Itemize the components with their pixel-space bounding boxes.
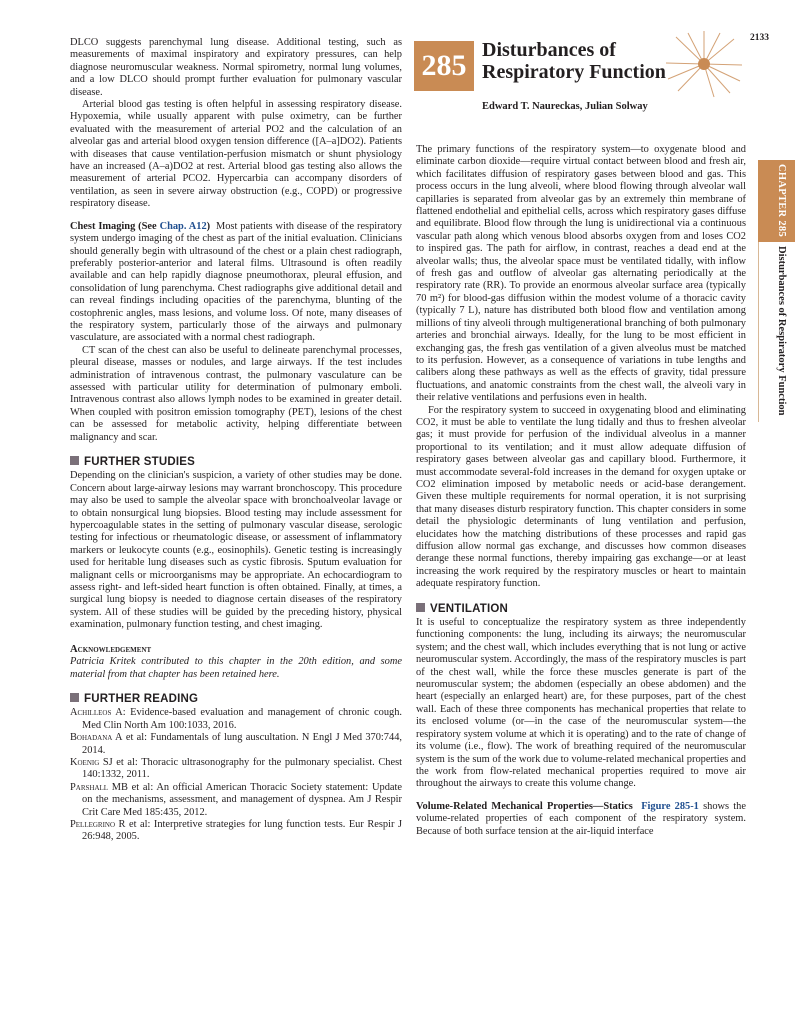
- acknowledgement-heading: Acknowledgement: [70, 643, 152, 655]
- reference-item: Pellegrino R et al: Interpretive strategies for lung function tests. Eur Respir J 26:948, 2005.: [70, 818, 403, 843]
- left-column: [70, 37, 402, 844]
- paragraph: The primary functions of the respiratory system—to oxygenate blood and eliminate carbon dioxide—require virtual contact between blood and fresh air, which facilitates diffusion of respiratory gases between blood and gas. This process occurs in the lung alveoli, where blood flowing through alveolar wall capillaries is separated from alveolar gas by an extremely thin membrane of flattened endothelial and epithelial cells, across which respiratory gases diffuse and equilibrate. Blood flow through the lung is unidirectional via a continuous vascular path along which venous blood absorbs oxygen from and loses CO2 to inspired gas. The path for airflow, in contrast, reaches a dead end at the alveolar walls; thus, the alveolar space must be ventilated tidally, with inflow of fresh gas and outflow of alveolar gas alternating periodically at the respiratory rate (RR). To provide an enormous alveolar surface area (typically 70 m²) for blood-gas diffusion within the modest volume of a thoracic cavity (typically 7 L), nature has distributed both blood flow and ventilation among millions of tiny alveoli through multigenerational branching of both pulmonary arteries and bronchial airways. Ideally, for the lung to be most efficient in exchanging gas, the fresh gas ventilation of a given alveolus must be matched to its perfusion. However, as a consequence of variations in tube lengths and calibers along these pathways as well as the effects of gravity, tidal pressure fluctuations, and anatomic constraints from the chest wall, the alveoli vary in their relative ventilations and perfusions even in health.: [416, 144, 746, 404]
- paragraph: CT scan of the chest can also be useful to delineate parenchymal processes, pleural disease, masses or nodules, and large airways. If the test includes administration of intravenous contrast, the pulmonary vasculature can be assessed with particular utility for determination of pulmonary emboli. Intravenous contrast also allows lymph nodes to be examined in greater detail. When coupled with positron emission tomography (PET), lesions of the chest can be assessed for metabolic activity, helping differentiate between malignancy and scar.: [70, 344, 402, 443]
- further-studies-heading: FURTHER STUDIES: [70, 456, 402, 468]
- right-column: [416, 144, 746, 838]
- paragraph: Depending on the clinician's suspicion, a variety of other studies may be done. Concern about large-airway lesions may warrant bronchoscopy. This procedure may also be used to sample the alveolar space with bronchoalveolar lavage or to obtain nonsurgical lung biopsies. Blood testing may include assessment for hypercoagulable states in the setting of pulmonary vascular disease, serologic testing for infectious or rheumatologic disease, or assessment of inflammatory markers or leukocyte counts (e.g., eosinophils). Genetic testing is increasingly used for heritable lung diseases such as cystic fibrosis. Sputum evaluation for malignant cells or microorganisms may be appropriate. An echocardiogram to assess right- and left-sided heart function is often obtained. Finally, at times, a surgical lung biopsy is needed to diagnose certain diseases of the respiratory system. All of these studies will be guided by the preceding history, physical examination, pulmonary function testing, and chest imaging.: [70, 470, 402, 631]
- paragraph: Arterial blood gas testing is often helpful in assessing respiratory disease. Hypoxemia, while usually apparent with pulse oximetry, can be further evaluated with the measurement of arterial PO2 and the calculation of an alveolar gas and arterial blood oxygen tension difference ([A–a]DO2). Patients with diseases that cause ventilation-perfusion mismatch or shunt physiology have an increased (A–a)DO2 at rest. Arterial blood gas testing also allows the measurement of arterial PCO2. Hypercarbia can accompany disorders of ventilation, as seen in severe airway obstruction (e.g., COPD) or progressive respiratory disease.: [70, 99, 402, 210]
- reference-item: Koenig SJ et al: Thoracic ultrasonography for the pulmonary specialist. Chest 140:1332, 2011.: [70, 756, 402, 781]
- reference-item: Achilleos A: Evidence-based evaluation and management of chronic cough. Med Clin North Am 100:1033, 2016.: [70, 707, 402, 731]
- chapter-link[interactable]: Chap. A12: [159, 220, 207, 232]
- square-bullet-icon: [70, 693, 79, 702]
- chapter-title: [482, 39, 666, 83]
- side-tab-label: CHAPTER 285: [776, 164, 787, 238]
- chapter-banner: [414, 35, 744, 125]
- reference-list: [70, 707, 402, 843]
- chapter-side-tab: [758, 160, 795, 422]
- reference-item: Parshall MB et al: An official American Thoracic Society statement: Update on the mechanisms, assessment, and management of dyspnea. Am J Respir Crit Care Med 185:435, 2012.: [70, 781, 403, 818]
- reference-item: Bohadana A et al: Fundamentals of lung auscultation. N Engl J Med 370:744, 2014.: [70, 732, 402, 756]
- ventilation-heading: VENTILATION: [416, 603, 746, 615]
- paragraph: For the respiratory system to succeed in oxygenating blood and eliminating CO2, it must be able to ventilate the lung tidally and thus to freshen alveolar gas; it must provide for perfusion of the individual alveolus in a manner proportional to its ventilation; and it must allow adequate diffusion of respiratory gases between alveolar gas and capillary blood. Furthermore, it must accommodate several-fold increases in the demand for oxygen uptake or CO2 elimination imposed by metabolic needs or acid-base derangement. Given these multiple requirements for normal operation, it is not surprising that many diseases disturb respiratory function. This chapter considers in some detail the physiologic determinants of lung ventilation and perfusion, elucidates how the matching distributions of these processes and rapid gas diffusion allow normal gas exchange, and discusses how common diseases derange these normal functions, thereby impairing gas exchange—or at least increasing the work required by the respiratory muscles or heart to maintain adequate respiratory function.: [416, 404, 746, 590]
- chest-imaging-paragraph: Chest Imaging (See Chap. A12) Most patients with disease of the respiratory system undergo imaging of the chest as part of the initial evaluation. Clinicians should generally begin with ultrasound of the chest or a plain chest radiograph, preferably posterior-anterior and lateral films. Ultrasound is often readily available and can help rapidly diagnose pneumothorax, pleural effusion, and consolidation of lung parenchyma. Chest radiographs give additional detail and can reveal findings including opacities of the parenchyma, blunting of the costophrenic angles, mass lesions, and volume loss. Of note, many diseases of the respiratory system, particularly those of the airways and pulmonary vasculature, are associated with a normal chest radiograph.: [70, 220, 402, 344]
- chest-imaging-heading: Chest Imaging (See Chap. A12): [70, 220, 211, 232]
- chapter-authors: Edward T. Naureckas, Julian Solway: [482, 101, 648, 112]
- square-bullet-icon: [70, 456, 79, 465]
- side-tab-title: Disturbances of Respiratory Function: [776, 246, 787, 416]
- page-number: 2133: [750, 33, 769, 43]
- chapter-title-line2: Respiratory Function: [482, 61, 666, 83]
- figure-link[interactable]: Figure 285-1: [641, 800, 699, 812]
- chapter-number: 285: [414, 41, 474, 91]
- paragraph: DLCO suggests parenchymal lung disease. Additional testing, such as measurements of maximal inspiratory and expiratory pressures, can help diagnose neuromuscular weakness. Normal spirometry, normal lung volumes, and a low DLCO should prompt further evaluation for pulmonary vascular disease.: [70, 37, 402, 98]
- square-bullet-icon: [416, 603, 425, 612]
- statics-heading: Volume-Related Mechanical Properties—Statics: [416, 800, 633, 812]
- further-reading-heading: FURTHER READING: [70, 693, 402, 705]
- paragraph: It is useful to conceptualize the respiratory system as three independently functioning components: the lung, including its airways; the neuromuscular system; and the chest wall, which includes everything that is not lung or active neuromuscular system. Accordingly, the mass of the respiratory muscles is part of the chest wall, while the force these muscles generate is part of the neuromuscular system; the abdomen (especially an obese abdomen) and the heart (especially an enlarged heart) are, for these purposes, part of the chest wall. Each of these three components has mechanical properties that relate to its enclosed volume (or—in the case of the neuromuscular system—the respiratory system volume at which it is operating) and to the rate of change of its volume (i.e., flow). The work of breathing required of the neuromuscular system is the sum of the work due to volume-related mechanical properties and the work from flow-related mechanical properties required to move air throughout the airways to create this volume change.: [416, 617, 746, 790]
- chapter-title-line1: Disturbances of: [482, 39, 616, 61]
- starburst-icon: [664, 29, 744, 99]
- statics-paragraph: Volume-Related Mechanical Properties—Statics Figure 285-1 shows the volume-related properties of each component of the respiratory system. Because of both surface tension at the air-liquid interface: [416, 800, 746, 837]
- acknowledgement-text: Patricia Kritek contributed to this chapter in the 20th edition, and some material from that chapter has been retained here.: [70, 656, 402, 680]
